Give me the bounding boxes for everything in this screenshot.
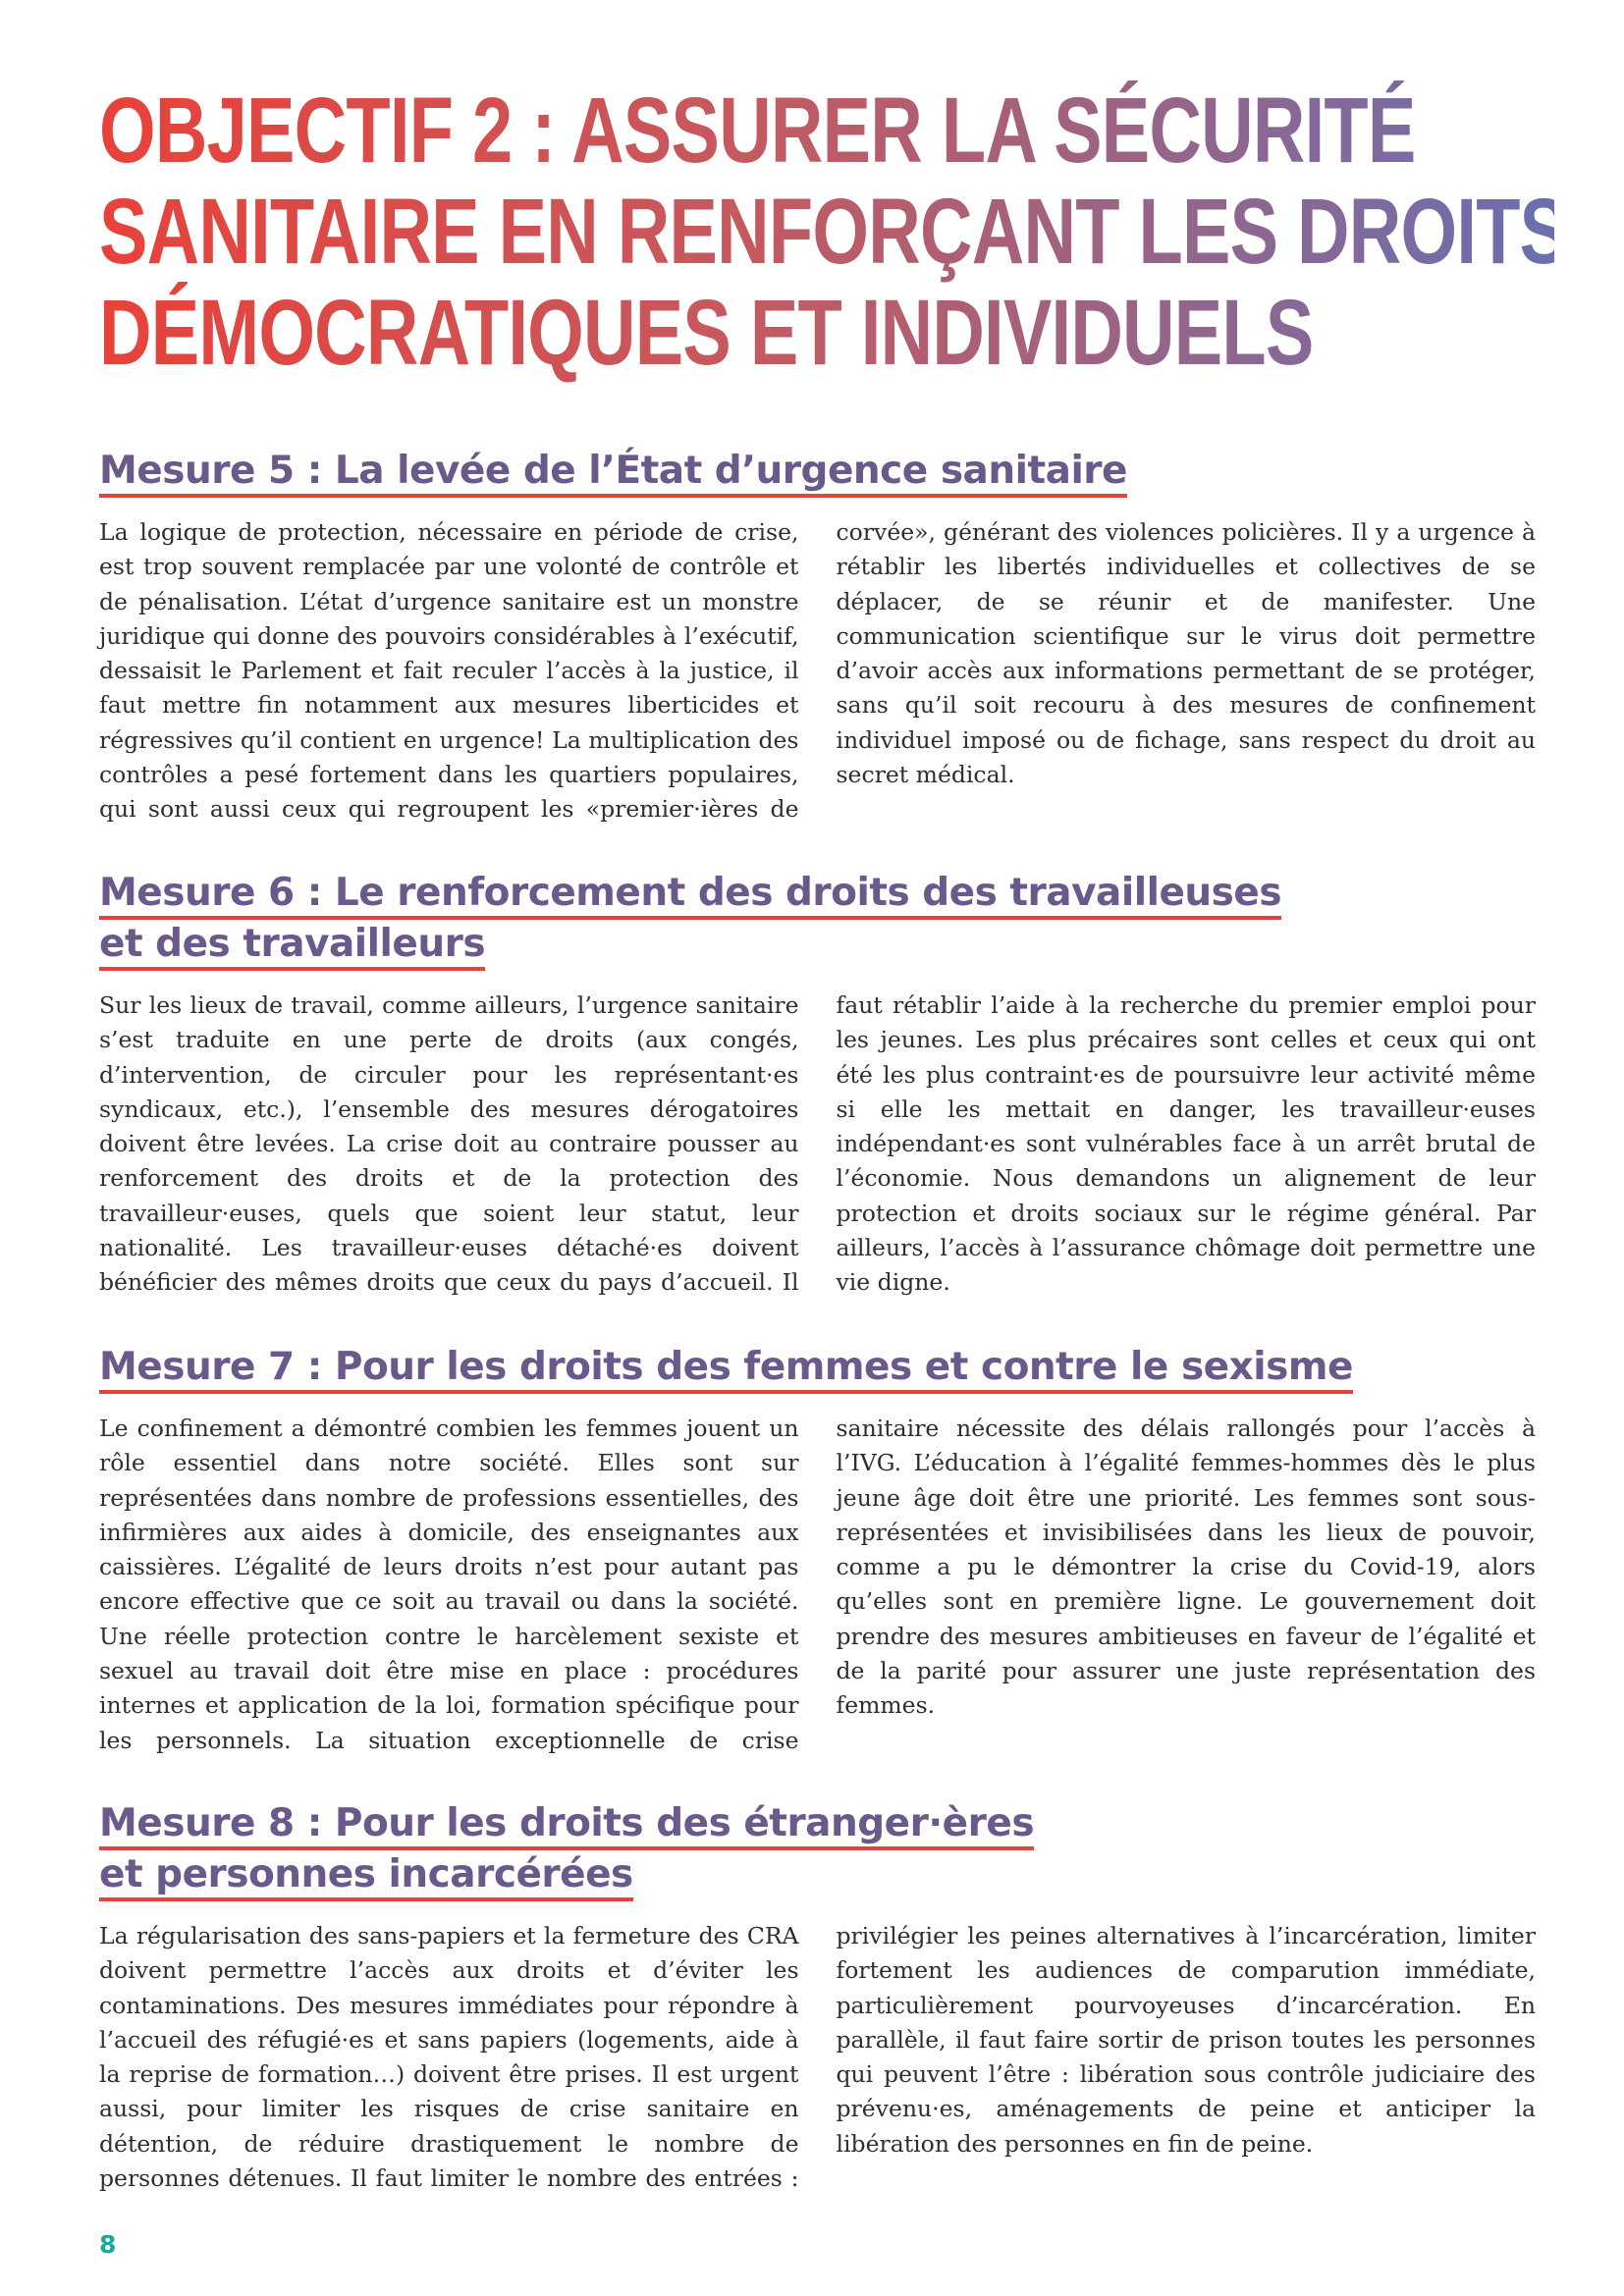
page-title-line: OBJECTIF 2 : ASSURER LA SÉCURITÉ [99,79,1416,183]
section-paragraph: Le confinement a démontré combien les femmes jouent un rôle essentiel dans notre société. Elles sont sur représentées dans nombre de professions essentielles, des infirmières aux aides à domicile, des enseignantes aux caissières. L’égalité de leurs droits n’est pour autant pas encore effective que ce soit au travail ou dans la société. Une réelle protection contre le harcèlement sexiste et sexuel au travail doit être mise en place : procédures internes et application de la loi, formation spécifique pour les personnels. La situation exceptionnelle de crise sanitaire nécessite des délais rallongés pour l’accès à l’IVG. L’éducation à l’égalité femmes-hommes dès le plus jeune âge doit être une priorité. Les femmes sont sous-représentées et invisibilisées dans les lieux de pouvoir, comme a pu le démontrer la crise du Covid-19, alors qu’elles sont en première ligne. Le gouvernement doit prendre des mesures ambitieuses en faveur de l’égalité et de la parité pour assurer une juste représentation des femmes. [99,1415,1536,1754]
page-title-line: DÉMOCRATIQUES ET INDIVIDUELS [99,281,1314,385]
section-body [99,988,1536,1301]
section-heading-line: et des travailleurs [99,924,485,971]
section-mesure-8 [99,1799,1536,2196]
section-mesure-5 [99,447,1536,828]
section-heading-line: et personnes incarcérées [99,1854,633,1901]
section-paragraph: La logique de protection, nécessaire en période de crise, est trop souvent remplacée par une volonté de contrôle et de pénalisation. L’état d’urgence sanitaire est un monstre juridique qui donne des pouvoirs considérables à l’exécutif, dessaisit le Parlement et fait reculer l’accès à la justice, il faut mettre fin notamment aux mesures liberticides et régressives qu’il contient en urgence! La multiplication des contrôles a pesé fortement dans les quartiers populaires, qui sont aussi ceux qui regroupent les «premier·ières de corvée», générant des violences policières. Il y a urgence à rétablir les libertés individuelles et collectives de se déplacer, de se réunir et de manifester. Une communication scientifique sur le virus doit permettre d’avoir accès aux informations permettant de se protéger, sans qu’il soit recouru à des mesures de confinement individuel imposé ou de fichage, sans respect du droit au secret médical. [99,518,1536,824]
section-heading-line: Mesure 6 : Le renforcement des droits des travailleuses [99,873,1281,920]
section-paragraph: La régularisation des sans-papiers et la fermeture des CRA doivent permettre l’accès aux droits et d’éviter les contaminations. Des mesures immédiates pour répondre à l’accueil des réfugié·es et sans papiers (logements, aide à la reprise de formation…) doivent être prises. Il est urgent aussi, pour limiter les risques de crise sanitaire en détention, de réduire drastiquement le nombre de personnes détenues. Il faut limiter le nombre des entrées : privilégier les peines alternatives à l’incarcération, limiter fortement les audiences de comparution immédiate, particulièrement pourvoyeuses d’incarcération. En parallèle, il faut faire sortir de prison toutes les personnes qui peuvent l’être : libération sous contrôle judiciaire des prévenu·es, aménagements de peine et anticiper la libération des personnes en fin de peine. [99,1922,1536,2193]
section-heading [99,1343,1536,1394]
page-title [99,79,1568,385]
section-body [99,515,1536,828]
section-body [99,1919,1536,2196]
section-mesure-7 [99,1343,1536,1758]
section-body [99,1412,1536,1758]
section-mesure-6 [99,869,1536,1301]
section-heading [99,1799,1536,1901]
page-title-line: SANITAIRE EN RENFORÇANT LES DROITS [99,180,1568,284]
section-heading-line: Mesure 5 : La levée de l’État d’urgence sanitaire [99,451,1127,498]
section-heading-line: Mesure 8 : Pour les droits des étranger·ères [99,1803,1034,1850]
section-heading [99,447,1536,498]
page [99,79,1568,385]
section-heading-line: Mesure 7 : Pour les droits des femmes et contre le sexisme [99,1347,1353,1394]
page-number: 8 [99,2230,117,2259]
section-paragraph: Sur les lieux de travail, comme ailleurs, l’urgence sanitaire s’est traduite en une perte de droits (aux congés, d’intervention, de circuler pour les représentant·es syndicaux, etc.), l’ensemble des mesures dérogatoires doivent être levées. La crise doit au contraire pousser au renforcement des droits et de la protection des travailleur·euses, quels que soient leur statut, leur nationalité. Les travailleur·euses détaché·es doivent bénéficier des mêmes droits que ceux du pays d’accueil. Il faut rétablir l’aide à la recherche du premier emploi pour les jeunes. Les plus précaires sont celles et ceux qui ont été les plus contraint·es de poursuivre leur activité même si elle les mettait en danger, les travailleur·euses indépendant·es sont vulnérables face à un arrêt brutal de l’économie. Nous demandons un alignement de leur protection et droits sociaux sur le régime général. Par ailleurs, l’accès à l’assurance chômage doit permettre une vie digne. [99,991,1536,1297]
section-heading [99,869,1536,971]
